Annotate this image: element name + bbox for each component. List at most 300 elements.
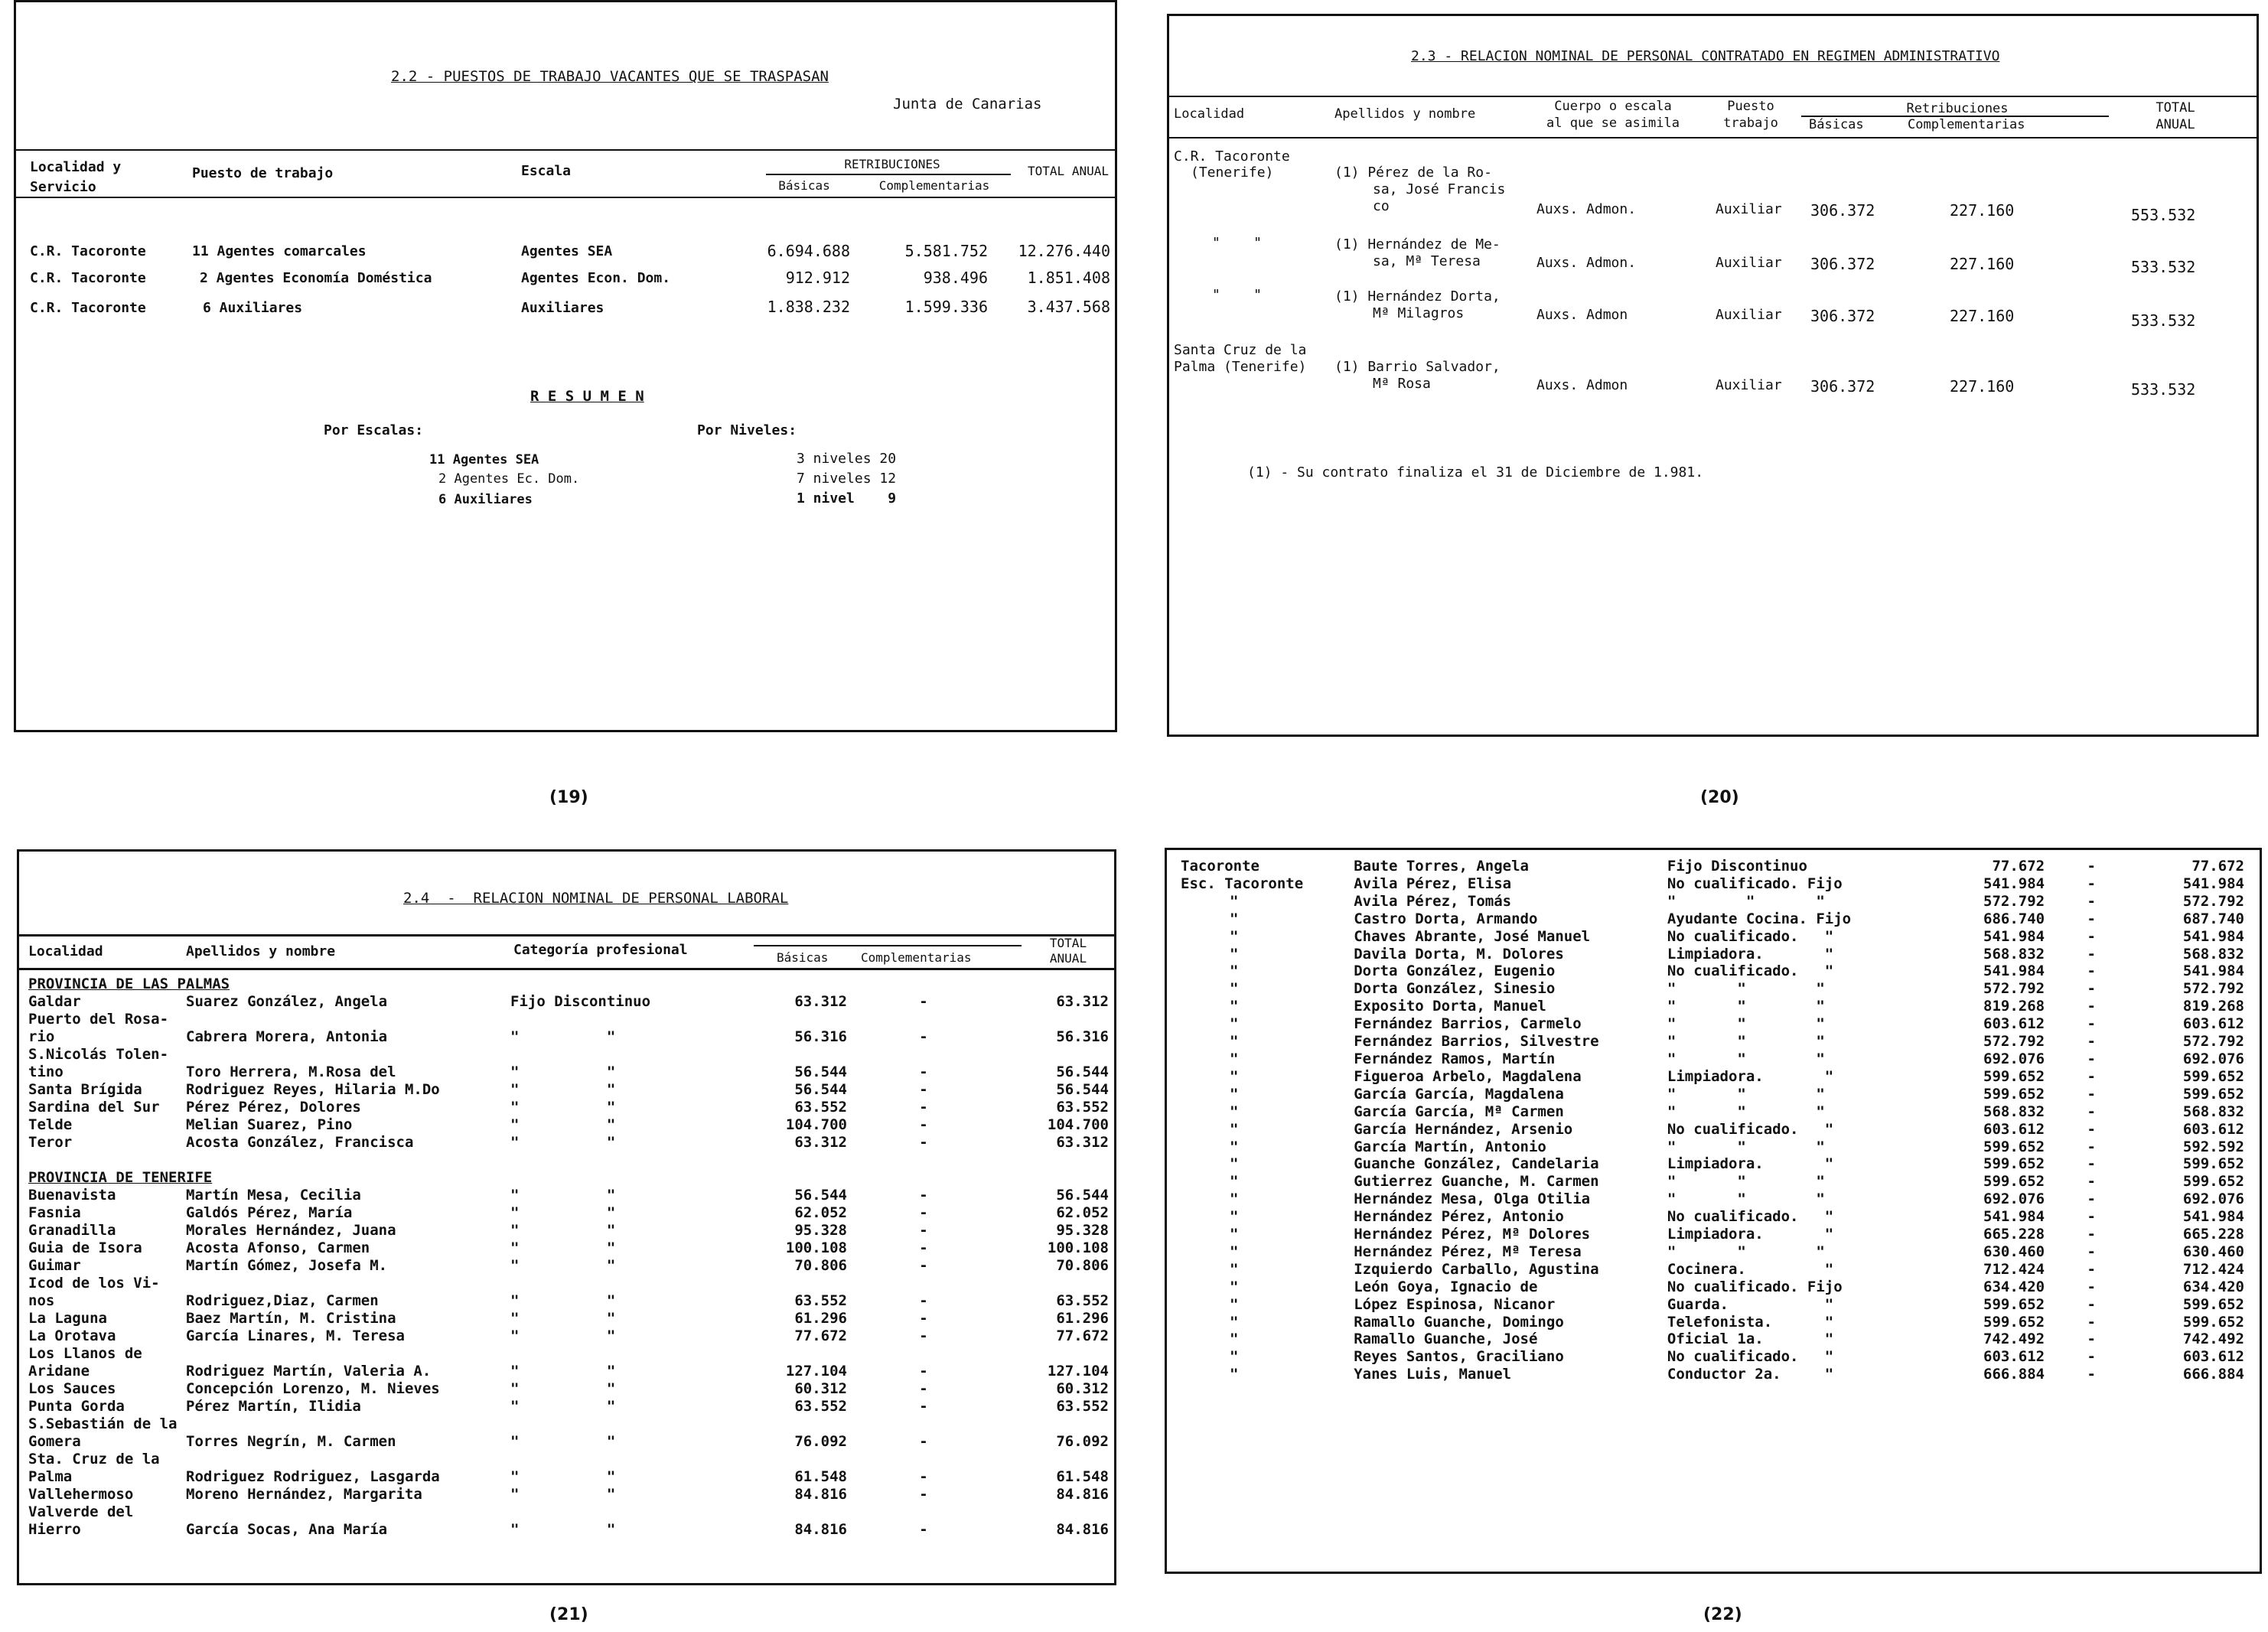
cell-nombre	[186, 1415, 510, 1433]
cell-categoria: " "	[510, 1398, 616, 1415]
cell-nombre	[186, 1451, 510, 1468]
table-row	[1181, 1173, 2244, 1191]
p21-header-localidad: Localidad	[28, 943, 103, 959]
cell-nombre: Torres Negrín, M. Carmen	[186, 1433, 396, 1450]
cell-dash	[847, 1451, 1000, 1468]
cell-nombre: Yanes Luis, Manuel	[1354, 1366, 1512, 1383]
table-row	[28, 1292, 1109, 1310]
cell-basicas: 599.652	[1983, 1295, 2045, 1313]
p19-row-basicas: 1.838.232	[767, 298, 850, 316]
cell-localidad: Punta Gorda	[28, 1398, 125, 1415]
cell-localidad: Telde	[28, 1116, 73, 1133]
cell-dash: -	[2087, 1085, 2096, 1103]
cell-dash: -	[919, 1239, 928, 1256]
cell-total: 541.984	[2182, 963, 2244, 980]
table-row	[28, 1187, 1109, 1204]
cell-total: 56.544	[1056, 1081, 1109, 1098]
cell-dash	[847, 1011, 1000, 1028]
cell-dash	[847, 1415, 1000, 1433]
p19-header-escala: Escala	[521, 163, 572, 179]
table-row	[1181, 998, 2244, 1015]
table-row	[28, 1521, 1109, 1539]
cell-total: 742.492	[2182, 1331, 2244, 1348]
cell-total: 76.092	[1056, 1433, 1109, 1450]
p20-row-basicas: 306.372	[1810, 255, 1875, 273]
cell-dash: -	[2087, 945, 2096, 963]
p20-row-basicas: 306.372	[1810, 307, 1875, 325]
cell-categoria: Limpiadora. "	[1667, 1067, 1834, 1085]
cell-dash: -	[2087, 1050, 2096, 1067]
cell-nombre: García García, Mª Carmen	[1354, 1103, 1564, 1120]
p21-header-complementarias: Complementarias	[861, 950, 972, 965]
cell-nombre: Rodriguez Reyes, Hilaria M.Do	[186, 1081, 440, 1098]
p20-row-nombre: (1) Hernández de Me-	[1334, 236, 1501, 252]
table-row	[1181, 1138, 2244, 1156]
cell-total: 60.312	[1056, 1380, 1109, 1397]
cell-total: 541.984	[2182, 1208, 2244, 1226]
p19-resumen-escala-item: 2 Agentes Ec. Dom.	[438, 471, 580, 487]
cell-categoria: " "	[510, 1433, 616, 1450]
cell-nombre: Morales Hernández, Juana	[186, 1222, 396, 1239]
cell-dash: -	[2087, 892, 2096, 910]
cell-nombre: Rodriguez,Diaz, Carmen	[186, 1292, 379, 1309]
cell-localidad: "	[1230, 1067, 1239, 1085]
cell-categoria: Fijo Discontinuo	[510, 993, 651, 1010]
cell-localidad: "	[1230, 1208, 1239, 1226]
cell-dash: -	[2087, 1103, 2096, 1120]
cell-localidad: "	[1230, 1138, 1239, 1155]
cell-dash: -	[919, 1363, 928, 1380]
cell-dash: -	[2087, 1313, 2096, 1331]
table-row	[1181, 1191, 2244, 1208]
p20-row-puesto: Auxiliar	[1716, 377, 1782, 393]
table-row	[28, 1204, 1109, 1222]
p19-row-localidad: C.R. Tacoronte	[30, 270, 146, 286]
cell-dash: -	[2087, 858, 2096, 875]
cell-categoria: No cualificado. "	[1667, 1208, 1834, 1226]
cell-basicas	[740, 1345, 847, 1363]
cell-localidad: "	[1230, 1015, 1239, 1033]
cell-categoria: " "	[510, 1222, 616, 1239]
cell-basicas: 603.612	[1983, 1015, 2045, 1033]
cell-localidad: Palma	[28, 1468, 73, 1485]
cell-nombre	[186, 1345, 510, 1363]
table-row	[1181, 1261, 2244, 1279]
cell-categoria: " " "	[1667, 1103, 1825, 1120]
cell-nombre	[186, 1275, 510, 1292]
cell-localidad: "	[1230, 998, 1239, 1015]
cell-categoria: Fijo Discontinuo	[1667, 858, 1807, 875]
p20-row-total: 533.532	[2131, 311, 2196, 330]
cell-localidad: "	[1230, 1050, 1239, 1067]
cell-total: 603.612	[2182, 1015, 2244, 1033]
cell-categoria: " "	[510, 1363, 616, 1380]
table-row	[1181, 1068, 2244, 1086]
section-header	[28, 1169, 1109, 1187]
cell-total	[1000, 1046, 1109, 1064]
cell-total: 70.806	[1056, 1257, 1109, 1274]
cell-total	[1000, 1451, 1109, 1468]
cell-nombre: Ramallo Guanche, Domingo	[1354, 1313, 1564, 1331]
cell-localidad: "	[1230, 945, 1239, 963]
cell-localidad: tino	[28, 1064, 64, 1080]
cell-localidad: Santa Brígida	[28, 1081, 142, 1098]
cell-localidad: nos	[28, 1292, 55, 1309]
cell-categoria: " " "	[1667, 1015, 1825, 1033]
p20-row-puesto: Auxiliar	[1716, 201, 1782, 217]
page-number-20: (20)	[1700, 788, 1739, 807]
cell-localidad: rio	[28, 1028, 55, 1045]
p20-row-nombre: sa, Mª Teresa	[1373, 253, 1481, 269]
table-row	[1181, 910, 2244, 928]
cell-localidad: "	[1230, 980, 1239, 998]
cell-total: 56.544	[1056, 1187, 1109, 1204]
cell-total: 77.672	[2191, 858, 2244, 875]
p19-row-puesto: 6 Auxiliares	[203, 300, 303, 316]
cell-localidad: "	[1230, 1295, 1239, 1313]
p19-header-puesto: Puesto de trabajo	[192, 165, 334, 181]
table-row	[28, 1046, 1109, 1064]
cell-categoria	[510, 1503, 740, 1521]
cell-basicas: 63.552	[794, 1099, 847, 1116]
page-number-19: (19)	[549, 788, 588, 807]
cell-total: 572.792	[2182, 1033, 2244, 1051]
table-row	[28, 1398, 1109, 1415]
cell-total: 63.312	[1056, 993, 1109, 1010]
page-21-panel	[17, 849, 1116, 1585]
cell-categoria: Limpiadora. "	[1667, 1226, 1834, 1243]
table-row	[1181, 1103, 2244, 1121]
cell-localidad: S.Sebastián de la	[28, 1415, 178, 1432]
p20-header-retribuciones: Retribuciones	[1906, 101, 2009, 116]
cell-localidad: "	[1230, 1243, 1239, 1260]
cell-localidad: "	[1230, 1313, 1239, 1331]
cell-nombre: Melian Suarez, Pino	[186, 1116, 353, 1133]
table-row	[28, 1257, 1109, 1275]
cell-categoria: No cualificado. Fijo	[1667, 1278, 1843, 1295]
table-row	[28, 1415, 1109, 1433]
cell-localidad: Sardina del Sur	[28, 1099, 160, 1116]
p20-row-total: 553.532	[2131, 206, 2196, 224]
cell-nombre: Figueroa Arbelo, Magdalena	[1354, 1067, 1582, 1085]
cell-localidad: Aridane	[28, 1363, 90, 1380]
cell-categoria: No cualificado. "	[1667, 1120, 1834, 1138]
cell-nombre: León Goya, Ignacio de	[1354, 1278, 1538, 1295]
table-row	[1181, 1086, 2244, 1103]
table-row	[1181, 1033, 2244, 1051]
cell-nombre: Dorta González, Eugenio	[1354, 963, 1556, 980]
cell-basicas: 634.420	[1983, 1278, 2045, 1295]
cell-nombre: Hernández Mesa, Olga Otilia	[1354, 1191, 1591, 1208]
table-row	[1181, 1155, 2244, 1173]
cell-dash: -	[919, 1187, 928, 1204]
cell-nombre: Gutierrez Guanche, M. Carmen	[1354, 1173, 1599, 1191]
cell-dash	[847, 1503, 1000, 1521]
cell-basicas	[740, 1275, 847, 1292]
cell-dash: -	[919, 1398, 928, 1415]
cell-total: 687.740	[2182, 910, 2244, 927]
cell-total: 692.076	[2182, 1191, 2244, 1208]
cell-nombre: Exposito Dorta, Manuel	[1354, 998, 1546, 1015]
cell-basicas: 63.312	[794, 993, 847, 1010]
cell-total: 572.792	[2182, 892, 2244, 910]
cell-categoria	[510, 1345, 740, 1363]
table-row	[28, 1064, 1109, 1081]
cell-localidad: "	[1230, 1366, 1239, 1383]
cell-total	[1000, 1345, 1109, 1363]
cell-categoria: " "	[510, 1081, 616, 1098]
p20-row-loc: " "	[1212, 235, 1263, 251]
p20-header-total-1: TOTAL	[2156, 100, 2195, 116]
section-title: PROVINCIA DE LAS PALMAS	[28, 976, 230, 992]
cell-basicas: 77.672	[794, 1327, 847, 1344]
cell-basicas: 599.652	[1983, 1155, 2045, 1173]
cell-total: 95.328	[1056, 1222, 1109, 1239]
cell-categoria	[510, 1011, 740, 1028]
p20-row-complementarias: 227.160	[1950, 377, 2015, 396]
cell-total: 62.052	[1056, 1204, 1109, 1221]
cell-nombre: Ramallo Guanche, José	[1354, 1331, 1538, 1348]
page-22-panel	[1165, 848, 2262, 1574]
cell-basicas: 541.984	[1983, 927, 2045, 945]
p20-row-nombre: co	[1373, 198, 1390, 214]
cell-nombre: Fernández Ramos, Martín	[1354, 1050, 1556, 1067]
table-row	[28, 1310, 1109, 1327]
cell-total: 77.672	[1056, 1327, 1109, 1344]
table-row	[28, 1380, 1109, 1398]
cell-basicas: 666.884	[1983, 1366, 2045, 1383]
cell-dash: -	[919, 1521, 928, 1538]
table-row	[1181, 980, 2244, 998]
cell-basicas: 599.652	[1983, 1313, 2045, 1331]
p19-row-total: 3.437.568	[1027, 298, 1110, 316]
table-row	[28, 1116, 1109, 1134]
cell-categoria: " "	[510, 1116, 616, 1133]
cell-basicas: 572.792	[1983, 1033, 2045, 1051]
p20-header-cuerpo-1: Cuerpo o escala	[1554, 99, 1672, 114]
table-row	[28, 1327, 1109, 1345]
cell-localidad: "	[1230, 927, 1239, 945]
cell-dash: -	[2087, 1191, 2096, 1208]
cell-localidad: "	[1230, 910, 1239, 927]
table-row	[1181, 1121, 2244, 1138]
page-number-21: (21)	[549, 1605, 588, 1624]
cell-total: 599.652	[2182, 1155, 2244, 1173]
p20-row-cuerpo: Auxs. Admon	[1536, 307, 1628, 323]
p19-title: 2.2 - PUESTOS DE TRABAJO VACANTES QUE SE TRASPASAN	[391, 68, 829, 85]
cell-total: 61.548	[1056, 1468, 1109, 1485]
table-row	[28, 1503, 1109, 1521]
p19-resumen-nivel-item: 3 niveles 20	[797, 451, 897, 467]
p20-row-puesto: Auxiliar	[1716, 307, 1782, 323]
cell-categoria	[510, 1451, 740, 1468]
cell-localidad: "	[1230, 963, 1239, 980]
cell-categoria: " "	[510, 1292, 616, 1309]
cell-localidad: Los Sauces	[28, 1380, 116, 1397]
p19-header-localidad: Localidad y Servicio	[30, 159, 122, 195]
table-row	[28, 1222, 1109, 1239]
cell-basicas: 572.792	[1983, 980, 2045, 998]
table-row	[1181, 1208, 2244, 1226]
p19-resumen-escala-item: 11 Agentes SEA	[429, 452, 539, 467]
cell-categoria: " " "	[1667, 1050, 1825, 1067]
section-title: PROVINCIA DE TENERIFE	[28, 1169, 213, 1186]
cell-categoria: " "	[510, 1204, 616, 1221]
cell-nombre: García Linares, M. Teresa	[186, 1327, 405, 1344]
cell-nombre: López Espinosa, Nicanor	[1354, 1295, 1556, 1313]
cell-dash: -	[2087, 1067, 2096, 1085]
p19-row-escala: Agentes Econ. Dom.	[521, 270, 671, 286]
cell-total: 56.316	[1056, 1028, 1109, 1045]
cell-dash: -	[2087, 1155, 2096, 1173]
cell-basicas: 100.108	[785, 1239, 847, 1256]
cell-total	[1000, 1503, 1109, 1521]
cell-categoria: " "	[510, 1380, 616, 1397]
table-row	[28, 1345, 1109, 1363]
cell-total: 61.296	[1056, 1310, 1109, 1327]
cell-nombre: García Hernández, Arsenio	[1354, 1120, 1573, 1138]
cell-nombre: Hernández Pérez, Mª Dolores	[1354, 1226, 1591, 1243]
cell-categoria: No cualificado. "	[1667, 963, 1834, 980]
table-row	[1181, 1331, 2244, 1348]
cell-dash: -	[919, 1204, 928, 1221]
cell-total	[1000, 1011, 1109, 1028]
cell-basicas	[740, 1503, 847, 1521]
cell-dash: -	[919, 1116, 928, 1133]
cell-categoria: No cualificado. "	[1667, 1348, 1834, 1366]
cell-basicas	[740, 1011, 847, 1028]
cell-basicas: 56.544	[794, 1064, 847, 1080]
cell-nombre	[186, 1503, 510, 1521]
cell-nombre: Martín Gómez, Josefa M.	[186, 1257, 388, 1274]
cell-basicas: 599.652	[1983, 1173, 2045, 1191]
cell-basicas: 603.612	[1983, 1120, 2045, 1138]
cell-nombre: Toro Herrera, M.Rosa del	[186, 1064, 396, 1080]
cell-categoria: " " "	[1667, 1138, 1825, 1155]
cell-categoria: " " "	[1667, 1033, 1825, 1051]
cell-localidad: "	[1230, 1103, 1239, 1120]
p19-resumen-escala-item: 6 Auxiliares	[438, 492, 533, 507]
cell-basicas: 70.806	[794, 1257, 847, 1274]
table-row	[28, 1451, 1109, 1468]
cell-total: 63.552	[1056, 1292, 1109, 1309]
table-row	[1181, 1226, 2244, 1243]
cell-dash: -	[919, 1310, 928, 1327]
p21-header-categoria: Categoría profesional	[513, 942, 688, 958]
cell-dash: -	[2087, 1295, 2096, 1313]
cell-nombre: Martín Mesa, Cecilia	[186, 1187, 361, 1204]
cell-total: 599.652	[2182, 1173, 2244, 1191]
cell-nombre: Pérez Pérez, Dolores	[186, 1099, 361, 1116]
cell-categoria: " " "	[1667, 1085, 1825, 1103]
cell-dash	[847, 1345, 1000, 1363]
table-row	[1181, 963, 2244, 980]
cell-localidad: La Orotava	[28, 1327, 116, 1344]
p22-table	[1181, 858, 2244, 1383]
cell-basicas: 63.552	[794, 1292, 847, 1309]
p20-row-puesto: Auxiliar	[1716, 255, 1782, 271]
cell-dash: -	[2087, 1120, 2096, 1138]
cell-nombre: Concepción Lorenzo, M. Nieves	[186, 1380, 440, 1397]
p20-row-loc: " "	[1212, 287, 1263, 303]
cell-total: 599.652	[2182, 1085, 2244, 1103]
cell-total: 712.424	[2182, 1260, 2244, 1278]
cell-categoria: " " "	[1667, 892, 1825, 910]
cell-dash: -	[2087, 1226, 2096, 1243]
cell-basicas: 712.424	[1983, 1260, 2045, 1278]
cell-dash: -	[919, 1486, 928, 1503]
cell-localidad: Tacoronte	[1181, 858, 1259, 875]
table-row	[28, 1363, 1109, 1380]
p19-row-escala: Agentes SEA	[521, 243, 613, 259]
p19-row-total: 1.851.408	[1027, 269, 1110, 287]
table-row	[28, 1275, 1109, 1292]
cell-categoria: " " "	[1667, 1191, 1825, 1208]
cell-basicas: 62.052	[794, 1204, 847, 1221]
cell-localidad: Buenavista	[28, 1187, 116, 1204]
p20-row-loc: C.R. Tacoronte	[1174, 148, 1290, 165]
cell-basicas	[740, 1415, 847, 1433]
cell-localidad: "	[1230, 1226, 1239, 1243]
p19-header-retribuciones: RETRIBUCIONES	[844, 157, 940, 171]
p19-header-complementarias: Complementarias	[878, 178, 990, 193]
cell-categoria: " " "	[1667, 1243, 1825, 1260]
table-row	[1181, 946, 2244, 963]
cell-categoria: No cualificado. Fijo	[1667, 875, 1843, 892]
p19-org: Junta de Canarias	[893, 96, 1042, 112]
cell-nombre: Rodriguez Martín, Valeria A.	[186, 1363, 432, 1380]
cell-total: 63.552	[1056, 1398, 1109, 1415]
cell-basicas: 599.652	[1983, 1138, 2045, 1155]
cell-dash: -	[919, 1380, 928, 1397]
cell-categoria: " " "	[1667, 980, 1825, 998]
p20-row-complementarias: 227.160	[1950, 255, 2015, 273]
p19-resumen-niveles-label: Por Niveles:	[697, 422, 797, 438]
cell-localidad: Esc. Tacoronte	[1181, 875, 1304, 892]
cell-total: 63.312	[1056, 1134, 1109, 1151]
cell-basicas: 630.460	[1983, 1243, 2045, 1260]
cell-localidad: Valverde del	[28, 1503, 134, 1520]
cell-dash: -	[919, 1028, 928, 1045]
cell-dash: -	[919, 1327, 928, 1344]
cell-nombre: Galdós Pérez, María	[186, 1204, 353, 1221]
cell-total: 572.792	[2182, 980, 2244, 998]
table-row	[1181, 1243, 2244, 1261]
cell-localidad: Guimar	[28, 1257, 81, 1274]
cell-dash: -	[2087, 875, 2096, 892]
cell-categoria: Oficial 1a. "	[1667, 1331, 1834, 1348]
table-row	[28, 1011, 1109, 1028]
cell-categoria	[510, 1046, 740, 1064]
cell-dash: -	[2087, 1348, 2096, 1366]
cell-total: 127.104	[1047, 1363, 1109, 1380]
table-row	[28, 1134, 1109, 1152]
cell-total: 603.612	[2182, 1120, 2244, 1138]
cell-nombre	[186, 1011, 510, 1028]
cell-total: 630.460	[2182, 1243, 2244, 1260]
cell-total: 63.552	[1056, 1099, 1109, 1116]
cell-localidad: Gomera	[28, 1433, 81, 1450]
p20-row-cuerpo: Auxs. Admon.	[1536, 255, 1637, 271]
p19-row-basicas: 912.912	[785, 269, 850, 287]
cell-basicas: 127.104	[785, 1363, 847, 1380]
p20-row-cuerpo: Auxs. Admon.	[1536, 201, 1637, 217]
cell-nombre: Fernández Barrios, Silvestre	[1354, 1033, 1599, 1051]
cell-total: 634.420	[2182, 1278, 2244, 1295]
cell-nombre: Izquierdo Carballo, Agustina	[1354, 1260, 1599, 1278]
cell-localidad: Teror	[28, 1134, 73, 1151]
cell-localidad: Fasnia	[28, 1204, 81, 1221]
